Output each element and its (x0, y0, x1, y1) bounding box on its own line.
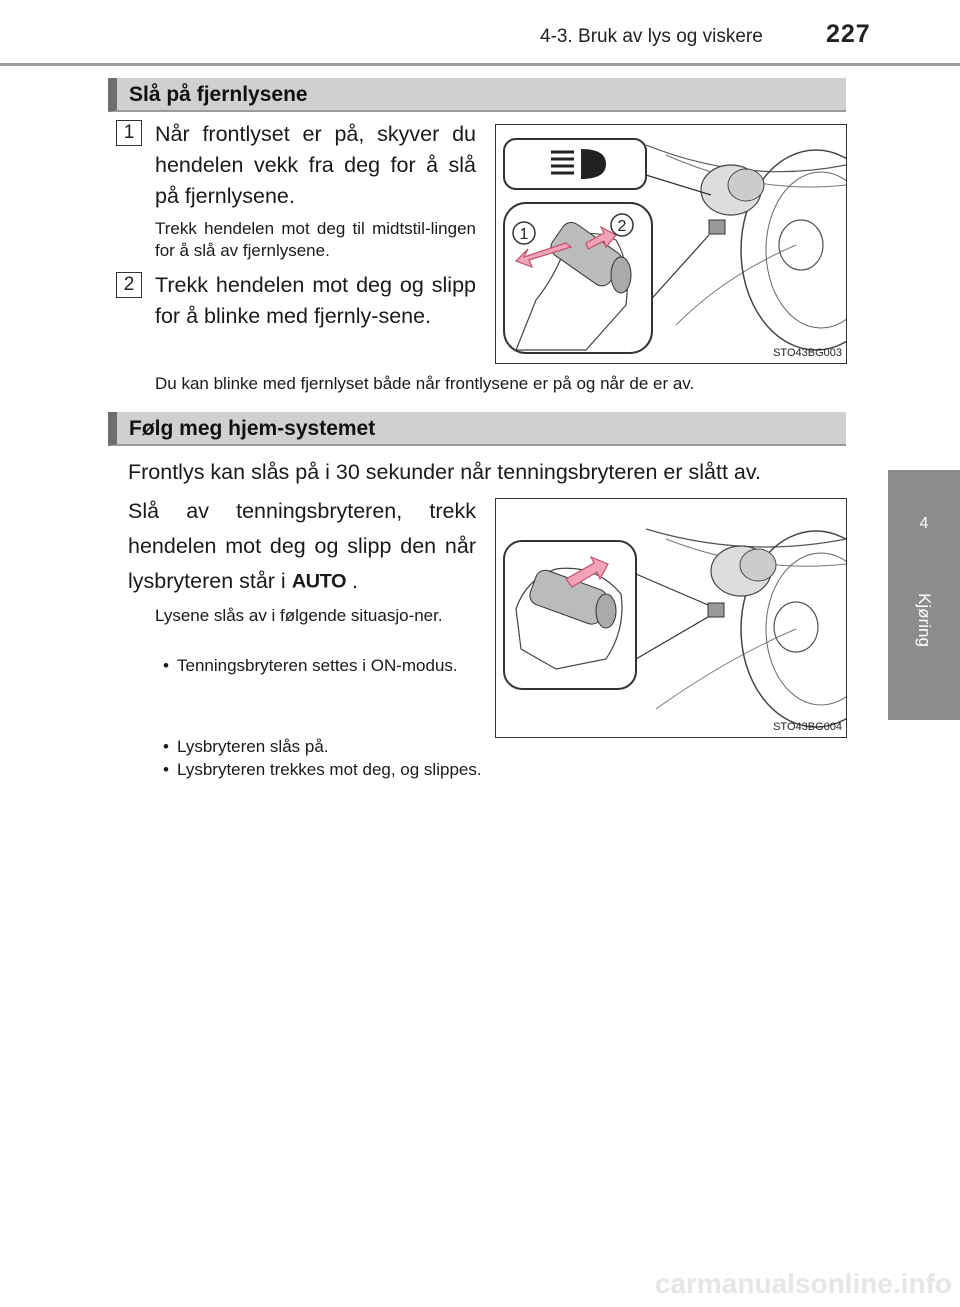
chapter-label: Kjøring (915, 593, 934, 647)
section-heading-high-beam: Slå på fjernlysene (108, 78, 846, 112)
figure-high-beam-lever (495, 124, 847, 364)
lever-pull-illustration (496, 499, 846, 737)
turn-off-conditions-intro: Lysene slås av i følgende situasjo-ner. (155, 606, 443, 625)
step-number-1: 1 (116, 120, 142, 146)
running-header-section: 4-3. Bruk av lys og viskere (540, 26, 763, 47)
step-1-text: Når frontlyset er på, skyver du hendelen vekk fra deg for å slå på fjernlysene. (155, 122, 476, 208)
lever-illustration (496, 125, 846, 363)
figure-code: STO43BG003 (773, 347, 842, 359)
figure-follow-me-lever (495, 498, 847, 738)
svg-text:1: 1 (519, 226, 529, 243)
list-item: • Lysbryteren trekkes mot deg, og slippes. (163, 760, 482, 779)
flash-note: Du kan blinke med fjernlyset både når frontlysene er på og når de er av. (155, 374, 695, 393)
watermark: carmanualsonline.info (654, 1268, 952, 1299)
step-2-text: Trekk hendelen mot deg og slipp for å blinke med fjernly-sene. (155, 273, 476, 328)
svg-text:2: 2 (617, 218, 627, 235)
follow-me-intro: Frontlys kan slås på i 30 sekunder når tenningsbryteren er slått av. (128, 460, 761, 484)
page-number: 227 (826, 20, 871, 48)
section-heading-follow-me-home: Følg meg hjem-systemet (108, 412, 846, 446)
auto-icon: AUTO (291, 571, 347, 593)
step-number-2: 2 (116, 272, 142, 298)
follow-me-instruction: Slå av tenningsbryteren, trekk hendelen mot deg og slipp den når lysbryteren står i AUTO . (128, 494, 476, 600)
figure-code: STO43BG004 (773, 721, 842, 733)
header-rule (0, 63, 960, 66)
step-1-note: Trekk hendelen mot deg til midtstil-lingen for å slå av fjernlysene. (155, 219, 476, 260)
list-item: • Tenningsbryteren settes i ON-modus. (163, 656, 458, 675)
chapter-number: 4 (919, 515, 929, 532)
list-item: • Lysbryteren slås på. (163, 737, 329, 756)
